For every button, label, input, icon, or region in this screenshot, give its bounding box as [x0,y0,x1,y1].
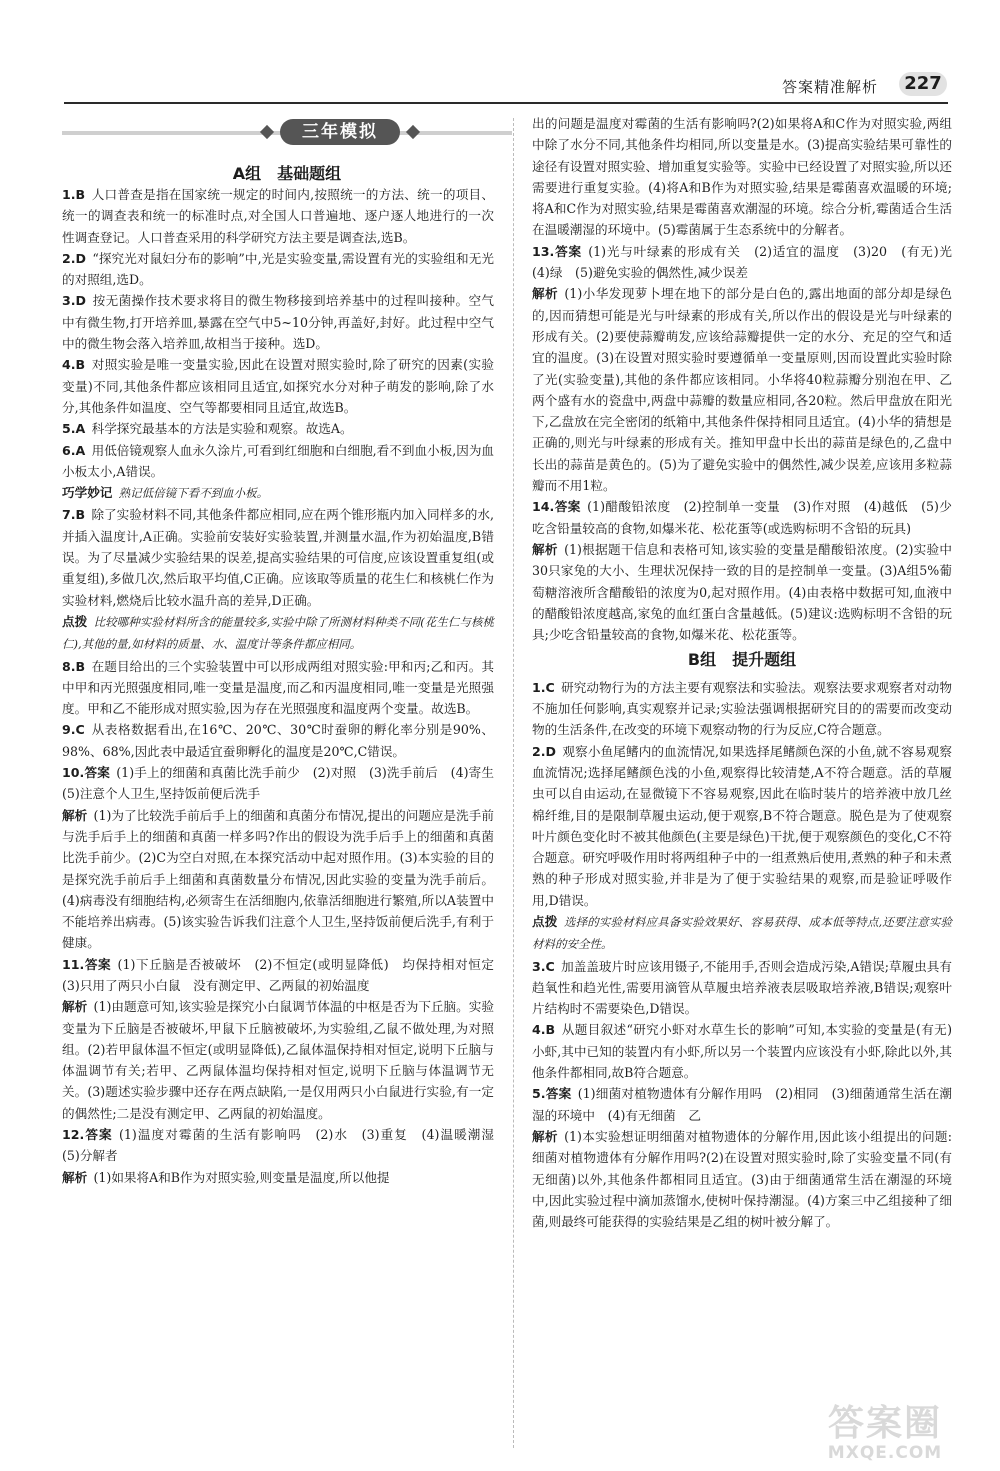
answer-label: 8.B [62,658,86,674]
answer-label: 12.答案 [62,1127,113,1143]
answer-item [62,354,494,418]
answer-text: “探究光对鼠妇分布的影响”中,光是实验变量,需设置有光的实验组和无光的对照组,选D。 [62,250,494,288]
answer-text: 人口普查是指在国家统一规定的时间内,按照统一的方法、统一的项目、统一的调查表和统一的标准时点,对全国人口普遍地、逐户逐人地进行的一次性调查登记。人口普查采用的科学研究方法主要是调查法,选B。 [62,187,494,245]
answer-item [62,719,494,762]
right-column [532,113,965,1453]
answer-text: 从题目叙述“研究小虾对水草生长的影响”可知,本实验的变量是(有无)小虾,其中已知的装置内有小虾,所以另一个装置内应该没有小虾,除此以外,其他条件都相同,故B符合题意。 [532,1022,952,1081]
answer-text: 用低倍镜观察人血永久涂片,可看到红细胞和白细胞,看不到血小板,因为血小板太小,A错误。 [62,442,495,479]
answer-label: 14.答案 [532,499,581,515]
answer-label: 巧学妙记 [62,485,113,501]
answer-text: 选择的实验材料应具备实验效果好、容易获得、成本低等特点,还要注意实验材料的安全性。 [532,914,953,952]
answer-item [532,1126,952,1232]
answer-text: (1)由题意可知,该实验是探究小白鼠调节体温的中枢是否为下丘脑。实验变量为下丘脑是否被破坏,甲鼠下丘脑被破坏,为实验组,乙鼠不做处理,为对照组。(2)若甲鼠体温不恒定(或明显降低),乙鼠体温保持相对恒定,说明下丘脑与体温调节有关;若甲、乙两鼠体温均保持相对恒定,说明下丘脑与体温调节无关。(3)题述实验步骤中还存在两点缺陷,一是仅用两只小白鼠进行实验,有一定的偶然性;二是没有测定甲、乙两鼠的初始温度。 [62,999,495,1121]
answer-label: 1.B [62,187,86,202]
answer-text: 从表格数据看出,在16℃、20℃、30℃时蚕卵的孵化率分别是90%、98%、68%,因此表中最适宜蚕卵孵化的温度是20℃,C错误。 [62,722,494,759]
answer-text: 除了实验材料不同,其他条件都应相同,应在两个锥形瓶内加入同样多的水,并插入温度计,A正确。实验前安装好实验装置,并测量水温,作为初始温度,B错误。为了尽量减少实验结果的误差,提高实验结果的可信度,应该设置重复组(或重复组),多做几次,然后取平均值,C正确。应该取等质量的花生仁和核桃仁作为实验材料,燃烧后比较水温升高的差异,D正确。 [62,507,494,608]
left-column [62,184,507,1454]
answer-label: 11.答案 [62,956,112,972]
answer-label: 2.D [62,250,87,266]
answer-text: (1)本实验想证明细菌对植物遗体的分解作用,因此该小组提出的问题:细菌对植物遗体有分解作用吗?(2)在设置对照实验时,除了实验变量不同(有无细菌)以外,其他条件都相同且适宜。(3)由于细菌通常生活在潮湿的环境中,因此实验过程中滴加蒸馏水,使树叶保持潮湿。(4)方案三中乙组接种了细菌,则最终可能获得的实验结果是乙组的树叶被分解了。 [532,1128,953,1230]
page-header-title: 答案精准解析 [782,78,879,96]
answer-text: 按无菌操作技术要求将目的微生物移接到培养基中的过程叫接种。空气中有微生物,打开培养皿,暴露在空气中5~10分钟,再盖好,封好。此过程中空气中的微生物会落入培养皿,故相当于接种。选D。 [62,293,494,352]
column-divider [513,118,514,1448]
answer-text: (1)下丘脑是否被破坏 (2)不恒定(或明显降低) 均保持相对恒定 (3)只用了两只小白鼠 没有测定甲、乙两鼠的初始温度 [62,956,507,993]
watermark-logo [800,1405,970,1465]
answer-label: 解析 [62,999,88,1015]
answer-text: 科学探究最基本的方法是实验和观察。故选A。 [91,421,353,437]
group-b-title: B组 提升题组 [687,650,797,670]
answer-label: 5.答案 [532,1086,572,1102]
answer-item [62,996,494,1124]
tip-paragraph [532,911,952,956]
answer-label: 点拨 [62,613,88,629]
answer-item [532,113,952,241]
answer-item [62,762,507,805]
answer-item [532,496,952,539]
answer-label: 3.D [62,293,87,309]
answer-item [62,954,507,997]
answer-label: 解析 [532,541,558,557]
answer-label: 解析 [62,807,88,823]
answer-text: (1)小华发现萝卜埋在地下的部分是白色的,露出地面的部分却是绿色的,因而猜想可能是光与叶绿素的形成有关,所以作出的假设是光与叶绿素的形成有关。(2)要使蒜瓣萌发,应该给蒜瓣提供一定的水分、充足的空气和适宜的温度。(3)在设置对照实验时要遵循单一变量原则,因而设置此实验时除了光(实验变量),其他的条件都应该相同。小华将40粒蒜瓣分别泡在甲、乙两个盛有水的瓷盘中,两盘中蒜瓣的数量应相同,各20粒。然后甲盘放在阳光下,乙盘放在完全密闭的纸箱中,其他条件保持相同且适宜。(4)小华的猜想是正确的,则光与叶绿素的形成有关。推知甲盘中长出的蒜苗是绿色的,乙盘中长出的蒜苗是黄色的。(5)为了避免实验中的偶然性,减少误差,应该用多粒蒜瓣而不用1粒。 [532,286,952,494]
answer-text: 在题目给出的三个实验装置中可以形成两组对照实验:甲和丙;乙和丙。其中甲和丙光照强度相同,唯一变量是温度,而乙和丙温度相同,唯一变量是光照强度。甲和乙不能形成对照实验,因为存在光照强度和温度两个变量。故选B。 [62,658,494,717]
watermark-url: MXQE.COM [827,1443,943,1463]
answer-label: 13.答案 [532,243,582,259]
section-title [62,118,512,148]
answer-label: 2.D [532,743,557,759]
answer-text: (1)温度对霉菌的生活有影响吗 (2)水 (3)重复 (4)温暖潮湿 (5)分解者 [62,1127,507,1164]
answer-label: 4.B [532,1022,556,1038]
answer-text: (1)细菌对植物遗体有分解作用吗 (2)相同 (3)细菌通常生活在潮湿的环境中 (4)有无细菌 乙 [532,1086,952,1123]
answer-item [532,283,952,496]
answer-label: 10.答案 [62,765,110,781]
answer-label: 点拨 [532,913,558,929]
answer-text: 研究动物行为的方法主要有观察法和实验法。观察法要求观察者对动物不施加任何影响,真实观察并记录;实验法强调根据研究目的的需要而改变动物的生活条件,在改变的环境下观察动物的行为反应,C符合题意。 [532,679,952,738]
tip-paragraph [62,482,494,504]
answer-item [62,805,494,954]
answer-label: 1.C [532,679,555,695]
answer-text: (1)手上的细菌和真菌比洗手前少 (2)对照 (3)洗手前后 (4)寄生 (5)注意个人卫生,坚持饭前便后洗手 [62,765,507,802]
diamond-icon [406,125,420,139]
answer-item [532,1083,952,1126]
answer-text: 熟记低倍镜下看不到血小板。 [118,486,269,501]
answer-label: 3.C [532,958,555,974]
answer-item [62,290,494,354]
answer-text: (1)为了比较洗手前后手上的细菌和真菌分布情况,提出的问题应是洗手前与洗手后手上的细菌和真菌一样多吗?作出的假设为洗手后手上的细菌和真菌比洗手前少。(2)C为空白对照,在本探究活动中起对照作用。(3)本实验的目的是探究洗手前后手上细菌和真菌数量分布情况,因此实验的变量为洗手前后。(4)病毒没有细胞结构,必须寄生在活细胞内,依靠活细胞进行繁殖,所以A装置中不能培养出病毒。(5)该实验告诉我们注意个人卫生,坚持饭前便后洗手,有利于健康。 [62,807,495,951]
answer-text: 观察小鱼尾鳍内的血流情况,如果选择尾鳍颜色深的小鱼,就不容易观察血流情况;选择尾鳍颜色浅的小鱼,观察得比较清楚,A不符合题意。活的草履虫可以自由运动,在显微镜下不容易观察,因此在临时装片的培养液中放几丝棉纤维,目的是限制草履虫运动,便于观察,B不符合题意。脱色是为了使观察叶片颜色变化时不被其他颜色(主要是绿色)干扰,便于观察颜色的变化,C不符合题意。研究呼吸作用时将两组种子中的一组煮熟后使用,煮熟的种子和未煮熟的种子形成对照实验,并非是为了便于实验结果的观察,而是验证呼吸作用,D错误。 [532,743,952,908]
answer-label: 解析 [532,286,559,302]
group-a-title: A组 基础题组 [232,164,342,183]
answer-label: 解析 [62,1169,88,1185]
answer-label: 解析 [532,1128,558,1144]
answer-text: (1)根据题干信息和表格可知,该实验的变量是醋酸铅浓度。(2)实验中30只家兔的大小、生理状况保持一致的目的是控制单一变量。(3)A组5%葡萄糖溶液所含醋酸铅的浓度为0,起对照作用。(4)由表格中数据可知,血液中的醋酸铅浓度越高,家兔的血红蛋白含量越低。(5)建议:选购标明不含铅的玩具;少吃含铅量较高的食物,如爆米花、松花蛋等。 [532,541,953,643]
answer-item [532,1019,952,1083]
tip-paragraph [62,611,494,656]
answer-item [532,741,952,911]
answer-label: 7.B [62,507,86,523]
answer-label: 6.A [62,442,86,458]
answer-item [532,677,952,741]
section-title-label: 三年模拟 [280,119,400,145]
answer-item [62,656,494,720]
answer-label: 9.C [62,722,85,738]
answer-text: 加盖盖玻片时应该用镊子,不能用手,否则会造成污染,A错误;草履虫具有趋氧性和趋光性,需要用滴管从草履虫培养液表层吸取培养液,B错误;观察叶片结构时不需要染色,D错误。 [532,958,952,1017]
diamond-icon [260,125,274,139]
header-rule [64,102,948,104]
answer-text: 比较哪种实验材料所含的能量较多,实验中除了所测材料种类不同(花生仁与核桃仁),其他的量,如材料的质量、水、温度计等条件都应相同。 [62,614,495,652]
answer-item [532,539,952,645]
answer-item [62,1167,494,1188]
answer-text: 出的问题是温度对霉菌的生活有影响吗?(2)如果将A和C作为对照实验,两组中除了水分不同,其他条件均相同,所以变量是水。(3)提高实验结果可靠性的途径有设置对照实验、增加重复实验等。实验中已经设置了对照实验,所以还需要进行重复实验。(4)将A和B作为对照实验,结果是霉菌喜欢温暖的环境;将A和C作为对照实验,结果是霉菌喜欢潮湿的环境。综合分析,霉菌适合生活在温暖潮湿的环境中。(5)霉菌属于生态系统中的分解者。 [532,116,952,238]
answer-text: (1)如果将A和B作为对照实验,则变量是温度,所以他提 [93,1169,390,1185]
answer-item [62,504,494,610]
answer-item [62,184,494,248]
answer-item [62,440,494,483]
page-number: 227 [899,72,947,96]
answer-label: 5.A [62,421,86,437]
answer-text: (1)光与叶绿素的形成有关 (2)适宜的温度 (3)20 (有无)光 (4)绿 (5)避免实验的偶然性,减少误差 [532,243,965,281]
answer-label: 4.B [62,357,86,373]
answer-item [62,418,494,439]
answer-item [62,248,494,291]
answer-item [532,241,965,284]
answer-item [62,1124,507,1167]
answer-text: 对照实验是唯一变量实验,因此在设置对照实验时,除了研究的因素(实验变量)不同,其他条件都应该相同且适宜,如探究水分对种子萌发的影响,除了水分,其他条件如温度、空气等都要相同且适宜,故选B。 [62,357,494,415]
answer-item [532,956,952,1020]
answer-text: (1)醋酸铅浓度 (2)控制单一变量 (3)作对照 (4)越低 (5)少吃含铅量较高的食物,如爆米花、松花蛋等(或选购标明不含铅的玩具) [532,499,952,536]
watermark-text: 答案圈 [827,1403,942,1444]
